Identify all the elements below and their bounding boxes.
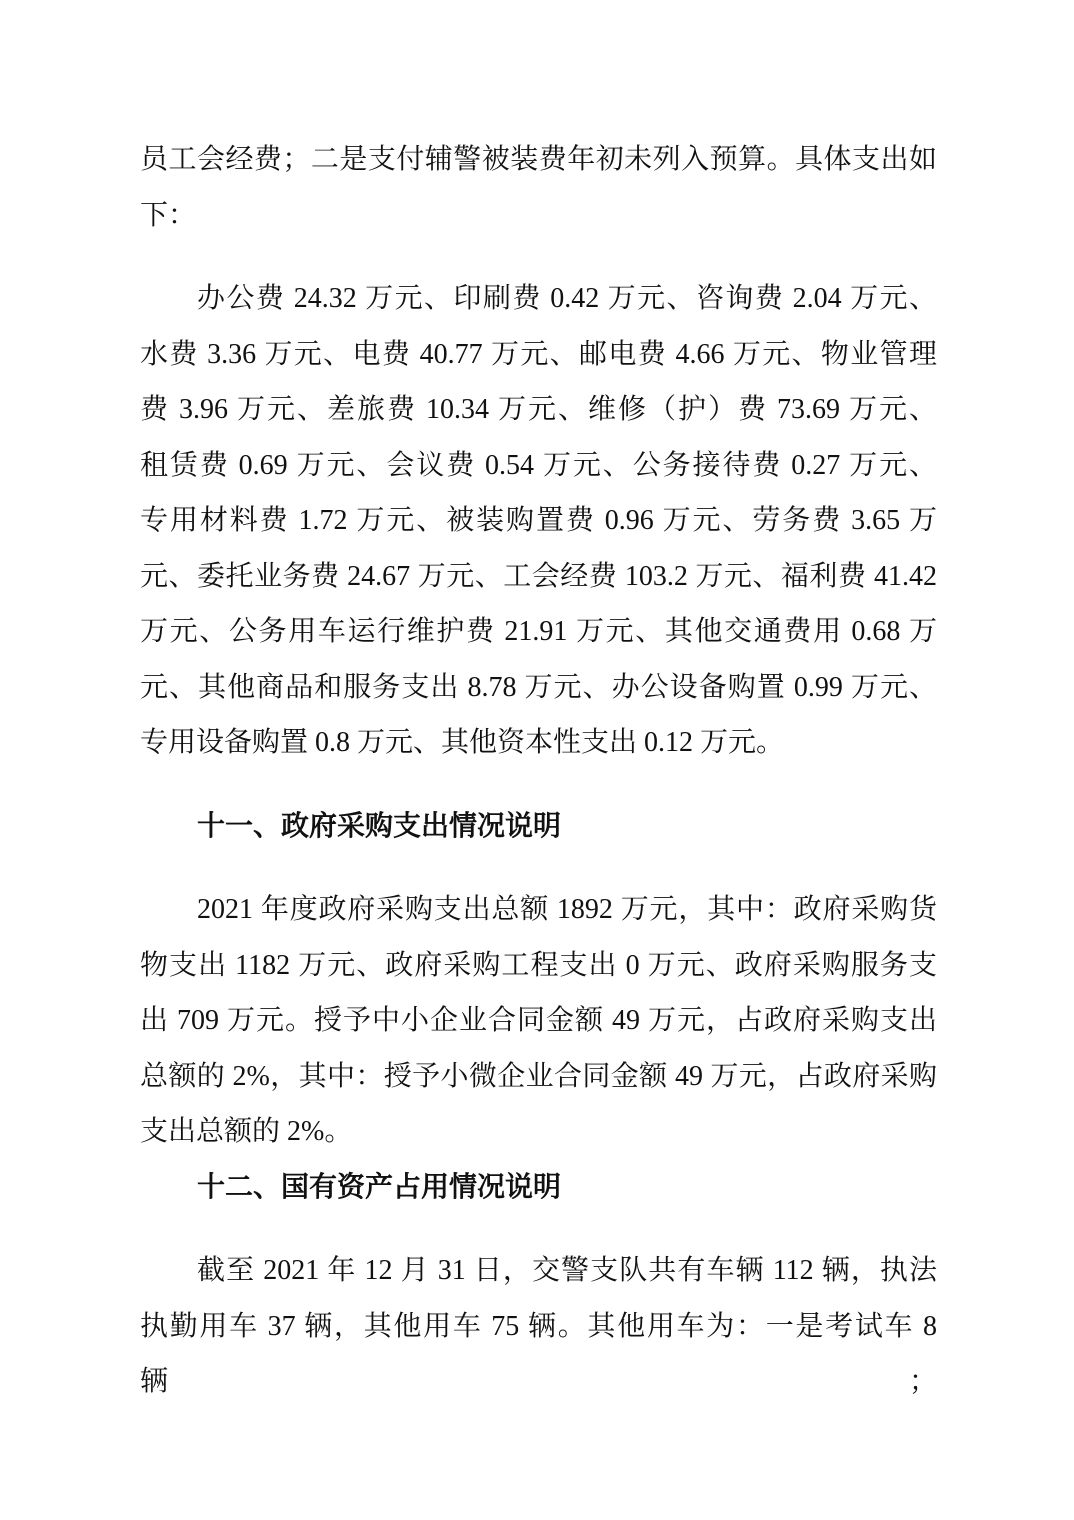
section-heading-text: 十二、国有资产占用情况说明	[197, 1171, 562, 1203]
paragraph-line: 办公费 24.32 万元、印刷费 0.42 万元、咨询费 2.04 万元、	[197, 283, 937, 314]
paragraph-line: 租赁费 0.69 万元、会议费 0.54 万元、公务接待费 0.27 万元、	[140, 449, 937, 481]
section-heading-text: 十一、政府采购支出情况说明	[197, 810, 562, 842]
paragraph-expense-details	[140, 271, 937, 771]
paragraph-line: 元、其他商品和服务支出 8.78 万元、办公设备购置 0.99 万元、	[140, 671, 937, 703]
paragraph-line: 总额的 2%，其中：授予小微企业合同金额 49 万元，占政府采购	[140, 1060, 937, 1092]
paragraph-line: 下：	[140, 199, 197, 231]
section-heading-government-procurement	[140, 799, 937, 855]
paragraph-line: 万元、公务用车运行维护费 21.91 万元、其他交通费用 0.68 万	[140, 616, 937, 647]
paragraph-line: 支出总额的 2%。	[140, 1116, 353, 1147]
paragraph-line: 执勤用车 37 辆，其他用车 75 辆。其他用车为：一是考试车 8 辆；	[140, 1310, 937, 1397]
paragraph-state-assets	[140, 1243, 937, 1397]
paragraph-government-procurement	[140, 882, 937, 1160]
paragraph-line: 物支出 1182 万元、政府采购工程支出 0 万元、政府采购服务支	[140, 949, 937, 981]
paragraph-line: 出 709 万元。授予中小企业合同金额 49 万元，占政府采购支出	[140, 1005, 937, 1036]
paragraph-line: 水费 3.36 万元、电费 40.77 万元、邮电费 4.66 万元、物业管理	[140, 338, 937, 370]
paragraph-line: 元、委托业务费 24.67 万元、工会经费 103.2 万元、福利费 41.42	[140, 560, 937, 592]
paragraph-line: 员工会经费；二是支付辅警被装费年初未列入预算。具体支出如	[140, 144, 937, 175]
paragraph-line: 2021 年度政府采购支出总额 1892 万元，其中：政府采购货	[197, 894, 937, 925]
paragraph-expense-intro	[140, 132, 937, 243]
section-heading-state-assets	[140, 1160, 937, 1216]
paragraph-line: 截至 2021 年 12 月 31 日，交警支队共有车辆 112 辆，执法	[197, 1255, 937, 1286]
paragraph-line: 专用材料费 1.72 万元、被装购置费 0.96 万元、劳务费 3.65 万	[140, 505, 937, 536]
paragraph-line: 专用设备购置 0.8 万元、其他资本性支出 0.12 万元。	[140, 727, 785, 758]
paragraph-line: 费 3.96 万元、差旅费 10.34 万元、维修（护）费 73.69 万元、	[140, 394, 937, 425]
